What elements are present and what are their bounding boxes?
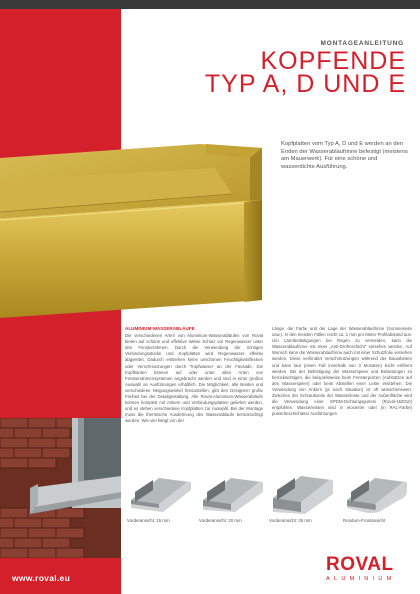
- variant-20mm-image: [197, 470, 265, 516]
- article-column-1: [125, 326, 263, 425]
- article-text-1: Die verschiedenen Arten von Aluminium-Wasserabläufen von Roval bieten auf schöne und effektive Weise Schutz vor Regenwasser unter den Fensterrahmen. Durch die Verwendung der richtigen Verbindungsstücke und Kopfplatten wird Regenwasser effektiv abgeleitet. Dadurch entstehen keine unschönen Feuchtigkeitsflecken oder Verschmutzungen durch Tropfwasser an der Fassade. Die Kopfkanten können auf oder unter allen Arten von Fensterrahmensystemen angebracht werden und sind in einer großen Auswahl an Ausführungen erhältlich. Die Möglichkeit, alle Breiten und verschiedene Neigungswinkel festzustellen, gibt den Designern große Freiheit bei der Detailgestaltung. Alle Roval-Aluminium-Wasserabläufe können komplett mit Ankern und Verbindungsplatten geliefert werden, und es stehen verschiedene Kopfplatten zur Auswahl. Bei der Montage muss die thermische Ausdehnung des Wasserablaufs berücksichtigt werden. Wie viel hängt von der: [125, 333, 263, 424]
- variant-item: [125, 470, 193, 528]
- logo-subtitle: ALUMINIUM: [326, 576, 396, 582]
- intro-text: Kopfplatten vom Typ A, D und E werden an den Enden der Wasserablaufrinne befestigt (meistens am Mauerwerk). Für eine schöne und wasserdichte Ausführung.: [281, 141, 408, 170]
- article-heading: ALUMINIUM-WASSERABLÄUFE: [125, 326, 195, 331]
- variant-15mm-image: [125, 470, 193, 516]
- page-title-line-1: KOPFENDE: [260, 47, 406, 75]
- variant-item: [197, 470, 265, 528]
- variant-item: [341, 470, 409, 528]
- variant-rounded-image: [341, 470, 409, 516]
- variant-label: Rundum-Frontansicht: [343, 518, 386, 523]
- article-text-2: Länge, der Farbe und der Lage der Wasserablaufrinne (Sonnenseite usw.). In den meisten Fällen reicht ca. 1 mm pro Meter Profilabstand aus. Um Lärmbelästigungen bei Regen zu vermeiden, kann die Wasserablaufrinne mit einer „Anti-Dröhnschicht“ versehen werden. Auf Wunsch kann die Wasserablaufrinne auch mit einer Schutzfolie versehen werden. Diese verhindert Verschmutzungen während der Bauarbeiten und kann laut (einen Fall innerhalb von 3 Monaten) leicht entfernt werden. Bei der Befestigung der Wasserspeier und Belastungen zu berücksichtigen, die beispielsweise beim Fensterputzen (Aufstützen auf den Wasserspeier) oder beim Abstellen einer Leiter entstehen. Die Verwendung von Ankern (je nach Situation) ist oft wünschenswert. Zwischen der Schraubseite der Wasserleiste und der Außenfläche wird die Verwendung einer EPDM-Dichtungsgummi (Roval-152010) empfohlen. Wasserleisten sind in eloxierter oder (in RAL-Farbe) pulverbeschichteter Ausführungen: [272, 326, 412, 417]
- logo-wordmark: ROVAL: [326, 554, 394, 575]
- installation-photo: [0, 418, 121, 558]
- variant-gallery: [121, 470, 420, 528]
- website-link[interactable]: www.roval.eu: [12, 573, 71, 583]
- article-column-2: [272, 326, 412, 417]
- page-title-line-2: TYP A, D UND E: [204, 70, 406, 98]
- variant-label: Vorderansicht: 15 mm: [127, 518, 170, 523]
- category-label: MONTAGEANLEITUNG: [320, 40, 404, 47]
- variant-label: Vorderansicht: 35 mm: [269, 518, 312, 523]
- variant-35mm-image: [267, 470, 335, 516]
- variant-item: [267, 470, 335, 528]
- page-title: [204, 47, 406, 98]
- top-band: [0, 0, 420, 9]
- variant-label: Vorderansicht: 20 mm: [199, 518, 242, 523]
- product-image: [0, 140, 276, 318]
- roval-logo: [326, 555, 408, 589]
